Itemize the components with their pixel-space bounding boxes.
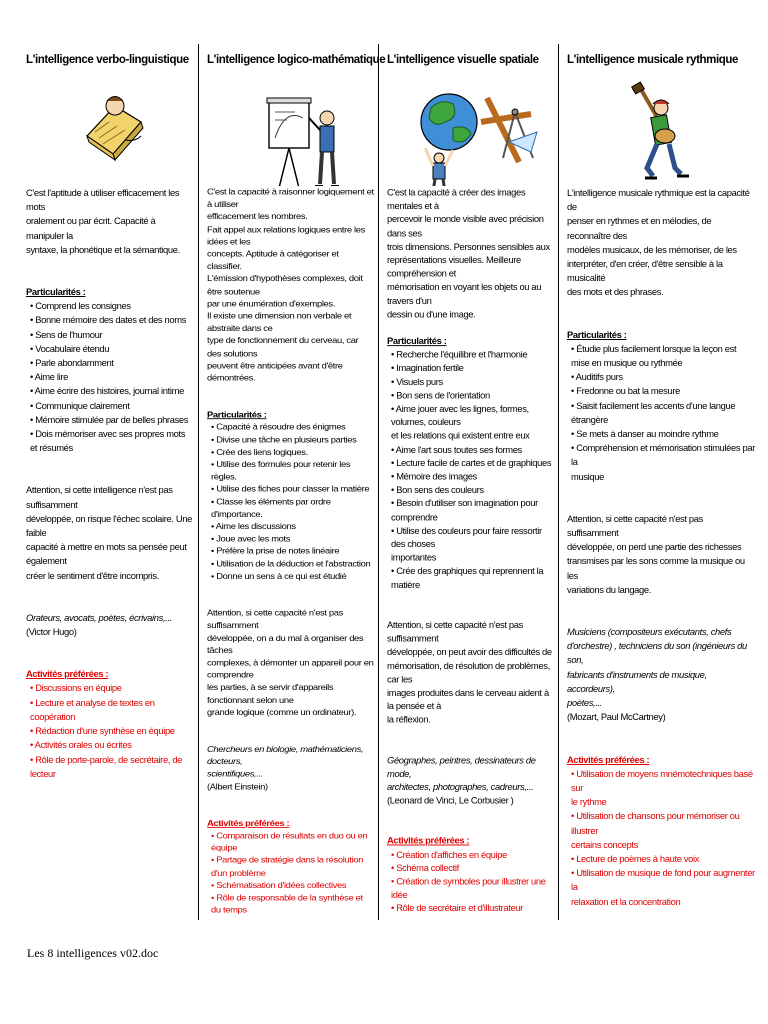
list-item: • Vocabulaire étendu [30,342,110,354]
guitar-player-illustration [567,66,756,186]
column-title: L'intelligence visuelle spatiale [387,54,539,66]
intro-text: L'intelligence musicale rythmique est la capacité de penser en rythmes et en mélodies, de reconnaître des modèles musicaux, de les mémoriser, de les interpréter, d'en créer, d'être sensible à la musicalité des mots et des phrases. [567,187,750,298]
column-text [207,186,374,916]
list-item: • Schématisation d'idées collectives [211,879,347,890]
intelligences-table [18,44,760,920]
list-item: • Utilise des fiches pour classer la matière [211,484,370,494]
column-text [26,186,194,781]
list-item: • Étudie plus facilement lorsque la leçon est mise en musique ou rythmée [571,342,737,369]
professions-text: Musiciens (compositeurs exécutants, chefs d'orchestre) , techniciens du son (ingénieurs du son, fabricants d'instruments de musique, accordeurs), poètes,... (Mozart, Paul McCartney) [567,625,756,724]
list-item: • Communique clairement [30,399,130,411]
list-item: • Saisit facilement les accents d'une langue étrangère [571,399,736,425]
list-item: • Aime jouer avec les lignes, formes, volumes, couleurs et les relations qui existent entre eux [391,403,530,441]
list-item: • Capacité à résoudre des énigmes [211,422,346,432]
list-item: • Création d'affiches en équipe [391,848,508,860]
list-item: • Joue avec les mots [211,533,291,544]
list-item: • Crée des graphiques qui reprennent la matière [391,565,544,590]
traits-heading: Particularités : [387,335,447,347]
list-item: • Bon sens de l'orientation [391,389,490,401]
column-verbo-linguistique [18,44,198,920]
list-item: • Utilise des formules pour retenir les règles. [211,459,351,482]
activities-list [387,848,554,916]
warning-text: Attention, si cette capacité n'est pas suffisamment développée, on a du mal à organiser des tâches complexes, à démonter un appareil pour en comprendre les parties, à se servir d'appareils fonctionnant selon une grande logique (comme un ordinateur). [207,607,374,717]
list-item: • Utilisation de moyens mnémotechniques basé sur le rythme [571,767,753,808]
list-item: • Visuels purs [391,376,443,387]
book-reader-illustration [26,66,194,186]
list-item: • Mémoire stimulée par de belles phrases [30,413,189,425]
list-item: • Imagination fertile [391,362,464,374]
column-text [567,186,756,909]
professions-text: Orateurs, avocats, poètes, écrivains,... (Victor Hugo) [26,611,194,639]
list-item: • Préfère la prise de notes linéaire [211,546,340,556]
list-item: • Besoin d'utiliser son imagination pour comprendre [391,498,538,523]
warning-text: Attention, si cette intelligence n'est pas suffisamment développée, on risque l'échec scolaire. Une faible capacité à mettre en mots sa pensée peut également créer le sentiment d'être incompris. [26,484,193,581]
document-footer: Les 8 intelligences v02.doc [27,946,159,960]
list-item: • Auditifs purs [571,371,623,383]
traits-list [207,421,374,582]
intro-text: C'est la capacité à créer des images mentales et à percevoir le monde visible avec précision dans ses trois dimensions. Personnes sensibles aux représentations visuelles. Meilleure compréhension et mémorisation en voyant les objets ou au travers d'un dessin ou d'une image. [387,186,550,320]
teacher-board-illustration [207,66,374,186]
list-item: • Aime l'art sous toutes ses formes [391,443,522,455]
list-item: • Bon sens des couleurs [391,484,484,496]
traits-list [26,299,194,455]
list-item: • Comprend les consignes [30,300,131,312]
intro-text: C'est l'aptitude à utiliser efficacement les mots oralement ou par écrit. Capacité à manipuler la syntaxe, la phonétique et la sémantique. [26,187,180,255]
list-item: • Sens de l'humour [30,328,103,340]
traits-heading: Particularités : [567,328,627,340]
list-item: • Bonne mémoire des dates et des noms [30,314,187,326]
professions-text: Chercheurs en biologie, mathématiciens, docteurs, scientifiques,... (Albert Einstein) [207,743,374,793]
globe-tools-illustration [387,66,554,186]
list-item: • Rôle de responsable de la synthèse et du temps [211,892,363,915]
activities-list [567,767,756,909]
activities-heading: Activités préférées : [207,817,290,828]
list-item: • Lecture de poèmes à haute voix [571,852,700,864]
list-item: • Mémoire des images [391,471,477,482]
warning-text: Attention, si cette capacité n'est pas suffisamment développée, on peut avoir des difficultés de mémorisation, de résolution de problèmes, car les images produites dans le cerveau aident à la pensée et à la réflexion. [387,619,552,725]
activities-list [26,681,194,780]
list-item: • Divise une tâche en plusieurs parties [211,434,357,445]
examples-text: (Victor Hugo) [26,626,77,638]
list-item: • Rôle de secrétaire et d'illustrateur [391,902,523,914]
column-musicale-rythmique [558,44,760,920]
column-title: L'intelligence logico-mathématique [207,54,386,66]
list-item: • Activités orales ou écrites [30,739,132,751]
list-item: • Comparaison de résultats en duo ou en équipe [211,830,368,853]
list-item: • Utilisation de la déduction et l'abstraction [211,558,371,569]
activities-heading: Activités préférées : [567,753,650,765]
list-item: • Rédaction d'une synthèse en équipe [30,725,175,737]
traits-heading: Particularités : [26,286,86,298]
list-item: • Discussions en équipe [30,682,122,694]
column-title: L'intelligence verbo-linguistique [26,54,189,66]
column-title: L'intelligence musicale rythmique [567,54,739,66]
list-item: • Fredonne ou bat la mesure [571,385,681,397]
activities-heading: Activités préférées : [387,835,470,846]
list-item: • Lecture et analyse de textes en coopération [30,696,155,722]
examples-text: (Albert Einstein) [207,781,268,791]
activities-heading: Activités préférées : [26,668,109,680]
professions-text: Géographes, peintres, dessinateurs de mode, architectes, photographes, cadreurs,... (Leonard de Vinci, Le Corbusier ) [387,754,554,808]
traits-heading: Particularités : [207,409,267,420]
traits-list [387,348,554,592]
list-item: • Aime les discussions [211,521,296,531]
column-visuelle-spatiale [378,44,558,920]
list-item: • Donne un sens à ce qui est étudié [211,570,347,581]
list-item: • Création de symboles pour illustrer une idée [391,875,546,900]
list-item: • Recherche l'équilibre et l'harmonie [391,349,528,360]
list-item: • Utilise des couleurs pour faire ressortir des choses importantes [391,525,542,563]
list-item: • Partage de stratégie dans la résolution d'un problème [211,855,364,878]
examples-text: (Mozart, Paul McCartney) [567,711,666,723]
traits-list [567,342,756,484]
list-item: • Crée des liens logiques. [211,446,308,457]
list-item: • Compréhension et mémorisation stimulées par la musique [571,442,755,482]
list-item: • Dois mémoriser avec ses propres mots et résumés [30,428,186,454]
column-text [387,186,554,916]
list-item: • Parle abondamment [30,357,114,369]
list-item: • Aime lire [30,371,68,383]
warning-text: Attention, si cette capacité n'est pas suffisamment développée, on perd une partie des richesses transmises par les sons comme la musique ou les variations du langage. [567,512,745,595]
intro-text: C'est la capacité à raisonner logiquement et à utiliser efficacement les nombres. Fait appel aux relations logiques entre les idées et les concepts. Aptitude à catégoriser et classifier. L'émission d'hypothèses complexes, doit être soutenue par une énumération d'exemples. Il existe une dimension non verbale et abstraite dans ce type de fonctionnement du cerveau, car des solutions peuvent être anticipées avant d'être démontrées. [207,186,374,383]
list-item: • Classe les éléments par ordre d'importance. [211,496,331,519]
list-item: • Aime écrire des histoires, journal intime [30,385,184,397]
examples-text: (Leonard de Vinci, Le Corbusier ) [387,795,514,806]
list-item: • Utilisation de chansons pour mémoriser ou illustrer certains concepts [571,810,740,850]
list-item: • Se mets à danser au moindre rythme [571,428,719,440]
list-item: • Rôle de porte-parole, de secrétaire, de lecteur [30,753,183,779]
list-item: • Utilisation de musique de fond pour augmenter la relaxation et la concentration [571,867,755,907]
activities-list [207,829,374,916]
column-logico-mathematique [198,44,386,920]
list-item: • Schéma collectif [391,862,459,873]
list-item: • Lecture facile de cartes et de graphiques [391,457,552,468]
